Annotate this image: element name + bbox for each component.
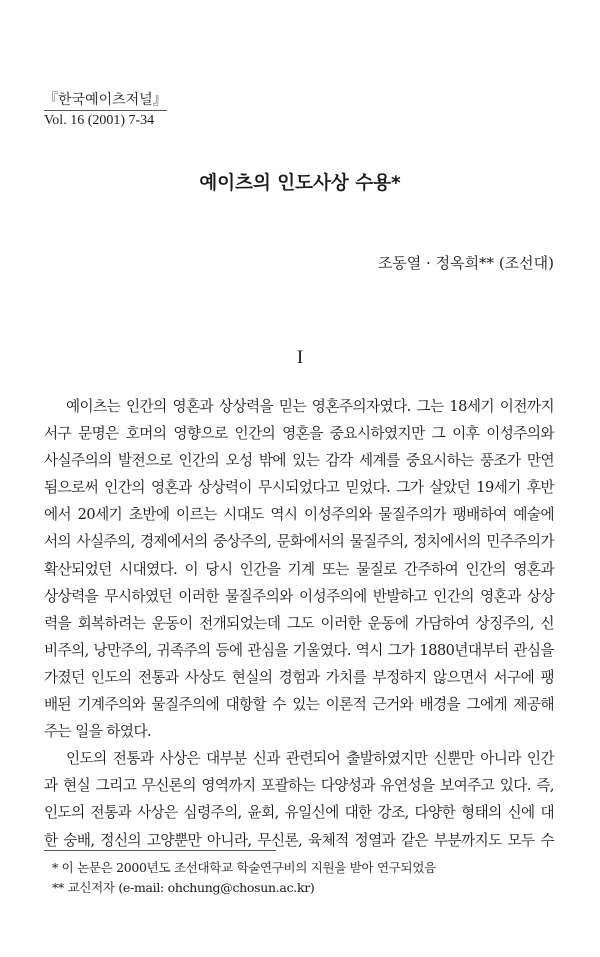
body-line: 서의 사실주의, 경제에서의 중상주의, 문화에서의 물질주의, 정치에서의 민주주의가 xyxy=(44,533,554,551)
body-line: 예이츠는 인간의 영혼과 상상력을 믿는 영혼주의자였다. 그는 18세기 이전까지 xyxy=(66,398,554,415)
body-line: 비주의, 낭만주의, 귀족주의 등에 관심을 기울였다. 역시 그가 1880년대부터 관심을 xyxy=(44,641,554,659)
body-text xyxy=(44,393,554,854)
body-line: 사실주의의 발전으로 인간의 오성 밖에 있는 감각 세계를 중요시하는 풍조가 만연 xyxy=(44,452,554,470)
body-line: 상상력을 무시하였던 이러한 물질주의와 이성주의에 반발하고 인간의 영혼과 상상 xyxy=(44,587,554,605)
journal-name-underline xyxy=(44,110,167,111)
volume-info: Vol. 16 (2001) 7-34 xyxy=(44,113,155,128)
body-line: 확산되었던 시대였다. 이 당시 인간을 기계 또는 물질로 간주하여 인간의 영혼과 xyxy=(44,560,554,578)
journal-name: 『한국예이츠저널』 xyxy=(44,92,167,108)
paper-title: 예이츠의 인도사상 수용* xyxy=(199,173,401,194)
body-line: 력을 회복하려는 운동이 전개되었는데 그도 이러한 운동에 가담하여 상징주의, 신 xyxy=(44,614,554,632)
body-line: 배된 기계주의와 물질주의에 대항할 수 있는 이론적 근거와 배경을 그에게 제공해 xyxy=(44,696,554,714)
footnote-funding: * 이 논문은 2000년도 조선대학교 학술연구비의 지원을 받아 연구되었음 xyxy=(52,860,436,875)
body-line: 과 현실 그리고 무신론의 영역까지 포괄하는 다양성과 유연성을 보여주고 있다. 즉, xyxy=(44,777,554,795)
body-line: 에서 20세기 초반에 이르는 시대도 역시 이성주의와 물질주의가 팽배하여 예술에 xyxy=(44,506,554,524)
body-line: 됨으로써 인간의 영혼과 상상력이 무시되었다고 믿었다. 그가 살았던 19세기 후반 xyxy=(44,479,554,497)
section-heading: I xyxy=(296,347,304,368)
footnotes xyxy=(52,858,436,898)
body-line: 가졌던 인도의 전통과 사상도 현실의 경험과 가치를 부정하지 않으면서 서구에 팽 xyxy=(44,668,554,686)
body-line: 서구 문명은 호머의 영향으로 인간의 영혼을 중요시하였지만 그 이후 이성주의와 xyxy=(44,425,554,443)
body-line: 주는 일을 하였다. xyxy=(44,723,152,741)
body-line: 인도의 전통과 사상은 대부분 신과 관련되어 출발하였지만 신뿐만 아니라 인간 xyxy=(66,750,554,768)
body-line: 한 숭배, 정신의 고양뿐만 아니라, 무신론, 육체적 정열과 같은 부분까지도 모두 수 xyxy=(44,831,554,849)
author-line: 조동열 · 정옥희** (조선대) xyxy=(377,254,554,272)
body-line: 인도의 전통과 사상은 심령주의, 윤회, 유일신에 대한 강조, 다양한 형태의 신에 대 xyxy=(44,804,554,822)
footnote-rule xyxy=(44,850,276,851)
footnote-corresponding-author: ** 교신저자 (e-mail: ohchung@chosun.ac.kr) xyxy=(52,880,315,895)
